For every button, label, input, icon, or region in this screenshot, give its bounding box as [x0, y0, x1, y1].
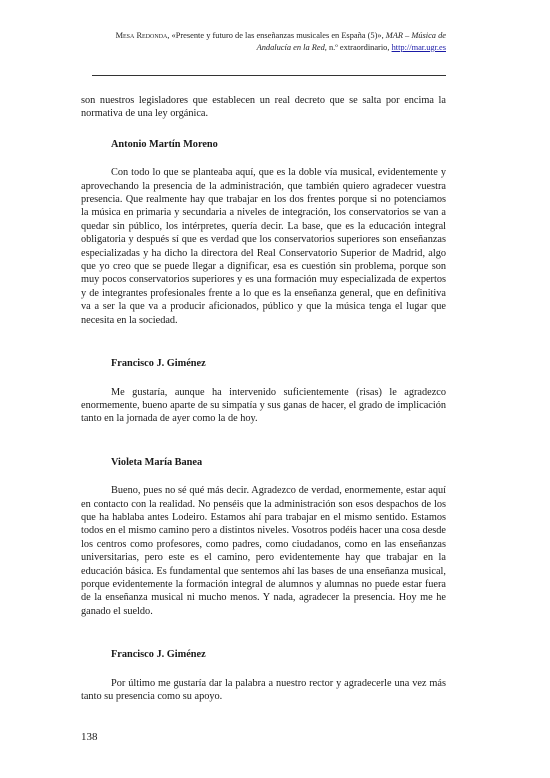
speaker-name: Francisco J. Giménez	[111, 358, 206, 370]
page-body	[81, 94, 446, 703]
speaker-name: Antonio Martín Moreno	[111, 138, 218, 150]
header-url-link[interactable]: http://mar.ugr.es	[391, 43, 446, 52]
speaker-name: Francisco J. Giménez	[111, 649, 206, 661]
header-separator-2: ,	[381, 31, 386, 40]
header-rule	[92, 75, 446, 76]
speaker-name: Violeta María Banea	[111, 456, 203, 468]
paragraph: Por último me gustaría dar la palabra a nuestro rector y agradecerle una vez más tanto su presencia como su apoyo.	[81, 677, 446, 702]
header-author: Mesa Redonda	[115, 31, 168, 40]
running-header	[92, 30, 446, 54]
header-title: «Presente y futuro de las enseñanzas musicales en España (5)»	[171, 31, 382, 40]
header-separator: ,	[167, 31, 172, 40]
paragraph: Con todo lo que se planteaba aquí, que es la doble vía musical, evidentemente y aprovechando la presencia de la administración, que también quiero agradecer vuestra presencia. Que realmente hay que trabajar en los dos frentes porque si no potenciamos la música en primaria y secundaria a niveles de integración, los conservatorios se van a quedar sin público, los intérpretes, quería decir. La base, que es la educación integral obligatoria y después sí que es verdad que los conservatorios superiores son enseñanzas especializadas y ha dicho la directora del Real Conservatorio Superior de Madrid, algo que yo creo que se puede llegar a dignificar, esa es cuestión sin problema, porque son muy pocos conservatorios superiores y es una formación muy especializada de expertos y de integrantes profesionales frente a lo que es la enseñanza general, que en definitiva va a ser la que va a producir aficionados, público y que la música tenga el lugar que necesita en la sociedad.	[81, 167, 446, 326]
paragraph: Me gustaría, aunque ha intervenido suficientemente (risas) le agradezco enormemente, bueno aparte de su simpatía y sus ganas de hacer, el grado de implicación tanto en la jornada de ayer como la de hoy.	[81, 386, 446, 425]
paragraph: Bueno, pues no sé qué más decir. Agradezco de verdad, enormemente, estar aquí en contacto con la realidad. No penséis que la administración son esos despachos de los que ha hablaba antes Lodeiro. Estamos ahí para trabajar en el mismo sentido. Estamos todos en el mismo camino pero a distintos niveles. Vosotros podéis hacer una cosa desde los centros como profesores, como padres, como ciudadanos, como en las enseñanzas universitarias, pero este es el camino, pero evidentemente hay que trabajar en la educación básica. Es fundamental que sentemos ahí las bases de una enseñanza musical, porque evidentemente la formación integral de alumnos y alumnas no puede estar fuera de la enseñanza musical ni mucho menos. Y nada, agradecer la presencia. Hoy me he ganado el sueldo.	[81, 485, 446, 617]
page-number: 138	[81, 731, 98, 743]
paragraph: son nuestros legisladores que establecen un real decreto que se salta por encima la normativa de una ley orgánica.	[81, 95, 446, 120]
header-issue: , n.º extraordinario,	[324, 43, 392, 52]
header-journal: MAR – Música de Andalucía en la Red	[256, 31, 446, 52]
